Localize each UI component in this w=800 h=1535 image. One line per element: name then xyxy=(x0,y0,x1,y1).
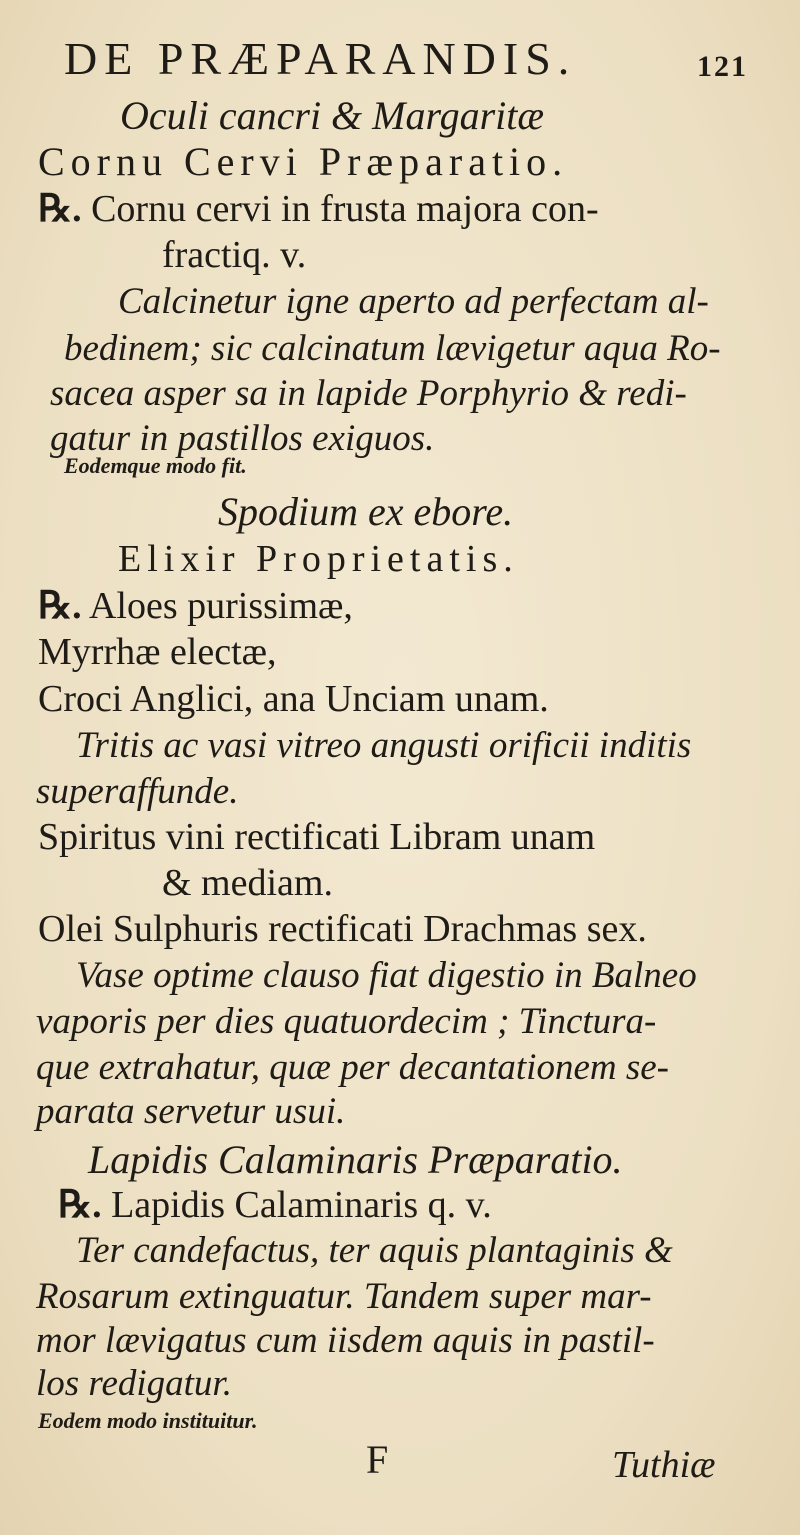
ingredient-text: Lapidis Calaminaris q. v. xyxy=(111,1184,492,1226)
recipe-symbol: ℞. xyxy=(38,585,82,627)
instruction-line: vaporis per dies quatuordecim ; Tinctura- xyxy=(36,1001,657,1042)
ingredient-text: Myrrhæ electæ, xyxy=(38,631,277,673)
method-note: Eodemque modo fit. xyxy=(64,453,247,478)
section-heading-elixir: Elixir Proprietatis. xyxy=(118,538,519,580)
method-note: Eodem modo instituitur. xyxy=(38,1408,258,1433)
recipe-symbol: ℞. xyxy=(58,1184,102,1226)
signature-mark: F xyxy=(366,1437,389,1482)
instruction-line: gatur in pastillos exiguos. xyxy=(50,418,435,459)
recipe-line xyxy=(38,190,599,228)
instruction-line: Vase optime clauso fiat digestio in Balneo xyxy=(76,955,697,996)
section-heading-cornu-cervi: Cornu Cervi Præparatio. xyxy=(38,139,569,184)
ingredient-text: Olei Sulphuris rectificati Drachmas sex. xyxy=(38,908,647,950)
recipe-symbol: ℞. xyxy=(38,188,82,230)
ingredient-text: Aloes purissimæ, xyxy=(88,585,353,627)
running-title: DE PRÆPARANDIS. xyxy=(64,33,577,84)
instruction-line: parata servetur usui. xyxy=(36,1091,346,1132)
instruction-line: bedinem; sic calcinatum lævigetur aqua Ro- xyxy=(64,328,721,369)
recipe-line xyxy=(38,587,353,625)
page-number: 121 xyxy=(697,50,748,83)
ingredient-text: Croci Anglici, ana Unciam unam. xyxy=(38,678,549,720)
instruction-line: mor lævigatus cum iisdem aquis in pastil- xyxy=(36,1320,655,1361)
instruction-line: sacea asper sa in lapide Porphyrio & redi- xyxy=(50,373,687,414)
section-title-spodium: Spodium ex ebore. xyxy=(218,489,514,534)
ingredient-text: Cornu cervi in frusta majora con- xyxy=(91,188,599,230)
instruction-line: los redigatur. xyxy=(36,1363,232,1404)
section-title-lapidis-calaminaris: Lapidis Calaminaris Præparatio. xyxy=(88,1137,623,1182)
ingredient-text: fractiq. v. xyxy=(162,234,307,276)
recipe-line xyxy=(58,1186,492,1224)
ingredient-text: & mediam. xyxy=(162,862,333,904)
ingredient-text: Spiritus vini rectificati Libram unam xyxy=(38,816,596,858)
instruction-line: Rosarum extinguatur. Tandem super mar- xyxy=(36,1276,652,1317)
instruction-line: Ter candefactus, ter aquis plantaginis & xyxy=(76,1230,673,1271)
instruction-line: Tritis ac vasi vitreo angusti orificii inditis xyxy=(76,725,692,766)
instruction-line: superaffunde. xyxy=(36,771,239,812)
section-title-oculi-cancri: Oculi cancri & Margaritæ xyxy=(120,93,545,138)
instruction-line: que extrahatur, quæ per decantationem se- xyxy=(36,1047,669,1088)
catchword: Tuthiæ xyxy=(612,1444,716,1486)
instruction-line: Calcinetur igne aperto ad perfectam al- xyxy=(118,281,709,322)
